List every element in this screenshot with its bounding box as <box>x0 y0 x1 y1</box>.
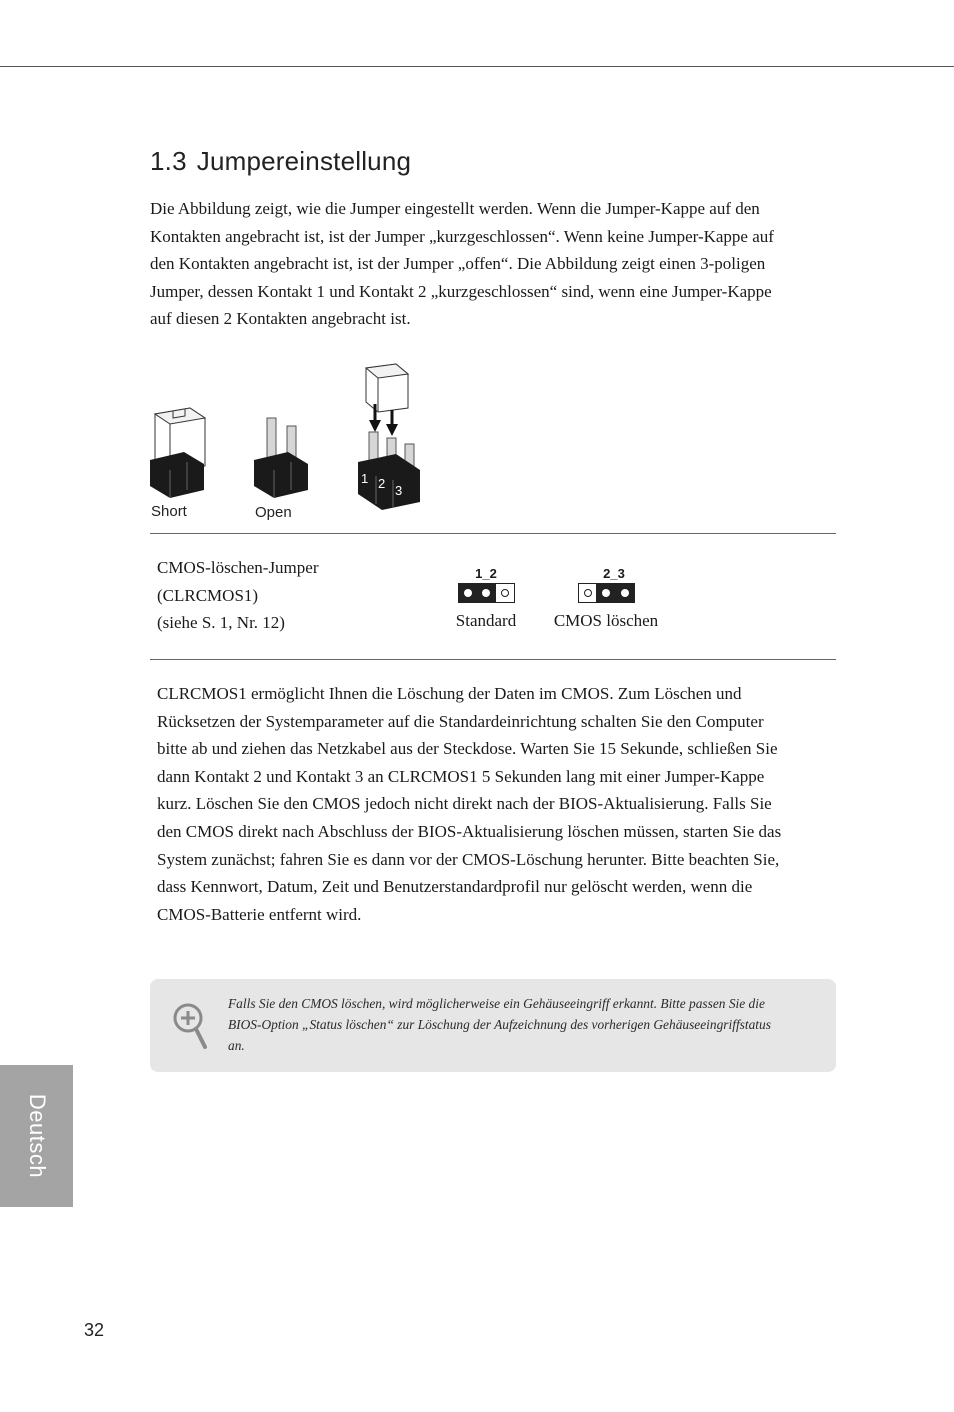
jumper-code: (CLRCMOS1) <box>157 585 259 605</box>
pin-number-label: 2 <box>378 476 386 491</box>
jumper-illustration <box>150 362 440 522</box>
open-jumper-figure <box>254 418 308 498</box>
three-pin-jumper-figure <box>358 364 420 510</box>
pin-setting-caption: CMOS löschen <box>553 611 659 630</box>
header-rule <box>0 66 954 67</box>
intro-paragraph: Die Abbildung zeigt, wie die Jumper eingestellt werden. Wenn die Jumper-Kappe auf den Kontakten angebracht ist, ist der Jumper „kurzgeschlossen“. Wenn keine Jumper-Kappe auf den Kontakten angebracht ist, ist der Jumper „offen“. Die Abbildung zeigt einen 3-poligen Jumper, dessen Kontakt 1 und Kontakt 2 „kurzgeschlossen“ sind, wenn eine Jumper-Kappe auf diesen 2 Kontakten angebracht ist. <box>150 199 774 329</box>
language-tab <box>0 1065 73 1207</box>
table-rule-bottom <box>150 659 836 660</box>
pin-number-label: 3 <box>395 483 403 498</box>
pin-header-diagram <box>578 583 635 603</box>
pin-setting-label: 2_3 <box>603 566 625 581</box>
note-box <box>150 979 836 1072</box>
pin-open <box>578 583 598 603</box>
section-title <box>150 146 411 177</box>
pin-shorted <box>476 583 496 603</box>
jumper-illustration-svg <box>150 362 440 522</box>
short-caption: Short <box>151 503 187 520</box>
pin-number-label: 1 <box>361 471 369 486</box>
down-arrow-icon <box>386 410 398 436</box>
pin-shorted <box>458 583 478 603</box>
open-caption: Open <box>255 504 292 521</box>
jumper-description <box>157 554 318 637</box>
page-number: 32 <box>84 1320 105 1340</box>
note-text: Falls Sie den CMOS löschen, wird möglicherweise ein Gehäuseeingriff erkannt. Bitte passen Sie die BIOS-Option „Status löschen“ zur Löschung der Aufzeichnung des vorherigen Gehäuseeingriffstatus an. <box>228 996 771 1053</box>
jumper-name: CMOS-löschen-Jumper <box>157 558 319 577</box>
pin-shorted <box>596 583 616 603</box>
pin-setting-clear-cmos <box>548 565 664 631</box>
pin-header-diagram <box>458 583 515 603</box>
pin-open <box>495 583 515 603</box>
magnifier-plus-icon <box>172 1001 212 1051</box>
pin-setting-standard <box>452 565 520 631</box>
pin-setting-label: 1_2 <box>475 566 497 581</box>
section-title-text: Jumpereinstellung <box>196 146 412 176</box>
pin-shorted <box>615 583 635 603</box>
jumper-reference: (siehe S. 1, Nr. 12) <box>157 613 285 632</box>
short-jumper-figure <box>150 408 205 498</box>
language-tab-label: Deutsch <box>24 1093 50 1179</box>
pin-setting-caption: Standard <box>455 611 517 630</box>
section-number: 1.3 <box>150 146 187 176</box>
table-rule-top <box>150 533 836 534</box>
body-paragraph: CLRCMOS1 ermöglicht Ihnen die Löschung der Daten im CMOS. Zum Löschen und Rücksetzen der Systemparameter auf die Standardeinrichtung schalten Sie den Computer bitte ab und ziehen das Netzkabel aus der Steckdose. Warten Sie 15 Sekunde, schließen Sie dann Kontakt 2 und Kontakt 3 an CLRCMOS1 5 Sekunden lang mit einer Jumper-Kappe kurz. Löschen Sie den CMOS jedoch nicht direkt nach der BIOS-Aktualisierung. Falls Sie den CMOS direkt nach Abschluss der BIOS-Aktualisierung löschen müssen, starten Sie das System zunächst; fahren Sie es dann vor der CMOS-Löschung herunter. Bitte beachten Sie, dass Kennwort, Datum, Zeit und Benutzerstandardprofil nur gelöscht werden, wenn die CMOS-Batterie entfernt wird. <box>157 684 782 924</box>
